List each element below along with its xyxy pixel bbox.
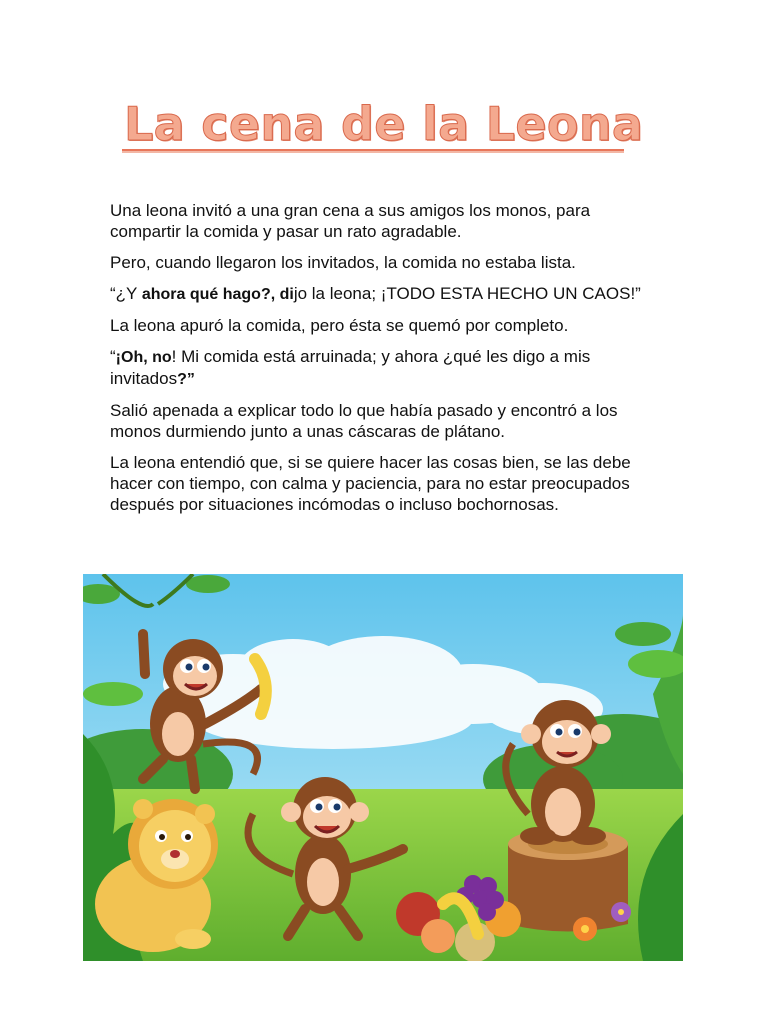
paragraph-5-open: “ xyxy=(110,347,116,366)
paragraph-3-bold: ahora qué hago?, di xyxy=(141,286,294,303)
jungle-scene-image xyxy=(83,574,683,961)
story-illustration xyxy=(83,574,683,961)
paragraph-7: La leona entendió que, si se quiere hacer las cosas bien, se las debe hacer con tiempo, con calma y paciencia, para no estar preocupados después por situaciones incómodas o incluso bochornosas. xyxy=(110,453,631,514)
title-underline xyxy=(122,149,624,153)
paragraph-5-rest: ! Mi comida está arruinada; y ahora ¿qué les digo a mis invitados xyxy=(110,347,591,388)
page-title: La cena de la Leona xyxy=(124,97,644,151)
paragraph-3-rest: jo la leona; ¡TODO ESTA HECHO UN CAOS!” xyxy=(293,284,641,303)
paragraph-2: Pero, cuando llegaron los invitados, la comida no estaba lista. xyxy=(110,253,576,272)
paragraph-5-close: ?” xyxy=(177,371,195,388)
paragraph-4: La leona apuró la comida, pero ésta se quemó por completo. xyxy=(110,316,569,335)
paragraph-3 xyxy=(110,283,655,305)
paragraph-6: Salió apenada a explicar todo lo que había pasado y encontró a los monos durmiendo junto a unas cáscaras de plátano. xyxy=(110,401,618,441)
title-block xyxy=(120,96,644,158)
story-text xyxy=(110,200,655,525)
paragraph-1: Una leona invitó a una gran cena a sus amigos los monos, para compartir la comida y pasar un rato agradable. xyxy=(110,201,591,241)
paragraph-3-open: “¿Y xyxy=(110,284,142,303)
paragraph-5-bold: ¡Oh, no xyxy=(115,349,172,366)
tree-stump xyxy=(508,828,628,932)
paragraph-5 xyxy=(110,346,655,390)
